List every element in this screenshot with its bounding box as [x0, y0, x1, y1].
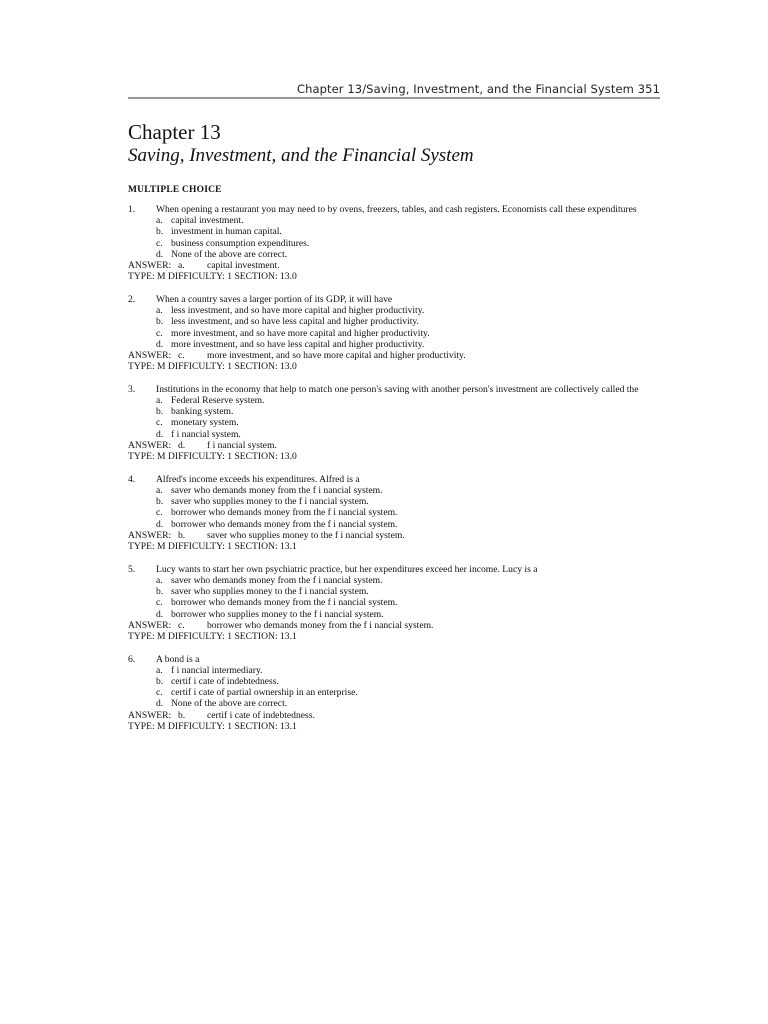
option-a: a. saver who demands money from the f i nancial system.	[156, 574, 383, 586]
question-meta: TYPE: M DIFFICULTY: 1 SECTION: 13.1	[128, 630, 297, 642]
question-1	[128, 204, 668, 282]
question-5	[128, 564, 668, 642]
option-b: b. certif i cate of indebtedness.	[156, 676, 279, 688]
question-number: 2.	[128, 293, 136, 305]
question-number: 6.	[128, 653, 136, 665]
answer-line: ANSWER: b. saver who supplies money to the f i nancial system.	[128, 529, 405, 541]
question-meta: TYPE: M DIFFICULTY: 1 SECTION: 13.1	[128, 540, 297, 552]
question-text: Institutions in the economy that help to match one person's saving with another person's investment are collectively called the	[156, 383, 639, 395]
option-c: c. borrower who demands money from the f i nancial system.	[156, 597, 398, 609]
option-a: a. saver who demands money from the f i nancial system.	[156, 484, 383, 496]
question-meta: TYPE: M DIFFICULTY: 1 SECTION: 13.0	[128, 451, 297, 463]
option-d: d. more investment, and so have less capital and higher productivity.	[156, 338, 425, 350]
question-number: 4.	[128, 473, 136, 485]
option-a: a. less investment, and so have more capital and higher productivity.	[156, 305, 425, 317]
question-4	[128, 474, 668, 552]
question-text: Alfred's income exceeds his expenditures. Alfred is a	[156, 473, 360, 485]
option-b: b. investment in human capital.	[156, 226, 282, 238]
question-text: When a country saves a larger portion of its GDP, it will have	[156, 293, 393, 305]
option-d: d. borrower who demands money from the f i nancial system.	[156, 518, 398, 530]
section-heading: MULTIPLE CHOICE	[128, 185, 222, 195]
chapter-title: Saving, Investment, and the Financial System	[128, 145, 474, 166]
question-text: When opening a restaurant you may need to by ovens, freezers, tables, and cash registers. Economists call these expenditures	[156, 204, 637, 215]
answer-line: ANSWER: b. certif i cate of indebtedness.	[128, 709, 315, 721]
option-b: b. saver who supplies money to the f i nancial system.	[156, 496, 369, 508]
option-c: c. more investment, and so have more capital and higher productivity.	[156, 327, 430, 339]
option-c: c. certif i cate of partial ownership in an enterprise.	[156, 687, 358, 699]
header-rule	[128, 97, 660, 99]
option-d: d. None of the above are correct.	[156, 248, 288, 260]
option-d: d. None of the above are correct.	[156, 698, 288, 710]
question-number: 5.	[128, 563, 136, 575]
answer-line: ANSWER: d. f i nancial system.	[128, 439, 277, 451]
option-c: c. monetary system.	[156, 417, 239, 429]
option-d: d. f i nancial system.	[156, 428, 241, 440]
question-meta: TYPE: M DIFFICULTY: 1 SECTION: 13.1	[128, 720, 297, 732]
question-meta: TYPE: M DIFFICULTY: 1 SECTION: 13.0	[128, 361, 297, 373]
question-number: 1.	[128, 204, 136, 215]
question-2	[128, 294, 668, 372]
option-c: c. borrower who demands money from the f i nancial system.	[156, 507, 398, 519]
option-a: a. Federal Reserve system.	[156, 395, 265, 407]
option-a: a. f i nancial intermediary.	[156, 664, 263, 676]
question-text: Lucy wants to start her own psychiatric practice, but her expenditures exceed her income. Lucy is a	[156, 563, 538, 575]
option-d: d. borrower who supplies money to the f i nancial system.	[156, 608, 384, 620]
chapter-number: Chapter 13	[128, 120, 221, 144]
option-a: a. capital investment.	[156, 215, 244, 227]
question-list	[128, 204, 668, 744]
option-b: b. less investment, and so have less capital and higher productivity.	[156, 316, 419, 328]
question-meta: TYPE: M DIFFICULTY: 1 SECTION: 13.0	[128, 271, 297, 283]
question-number: 3.	[128, 383, 136, 395]
question-3	[128, 384, 668, 462]
option-b: b. banking system.	[156, 406, 234, 418]
option-c: c. business consumption expenditures.	[156, 237, 310, 249]
answer-line: ANSWER: a. capital investment.	[128, 260, 280, 272]
running-header: Chapter 13/Saving, Investment, and the Financial System 351	[296, 82, 660, 96]
answer-line: ANSWER: c. borrower who demands money from the f i nancial system.	[128, 619, 434, 631]
option-b: b. saver who supplies money to the f i nancial system.	[156, 586, 369, 598]
question-text: A bond is a	[156, 653, 200, 665]
answer-line: ANSWER: c. more investment, and so have more capital and higher productivity.	[128, 349, 466, 361]
question-6	[128, 654, 668, 732]
